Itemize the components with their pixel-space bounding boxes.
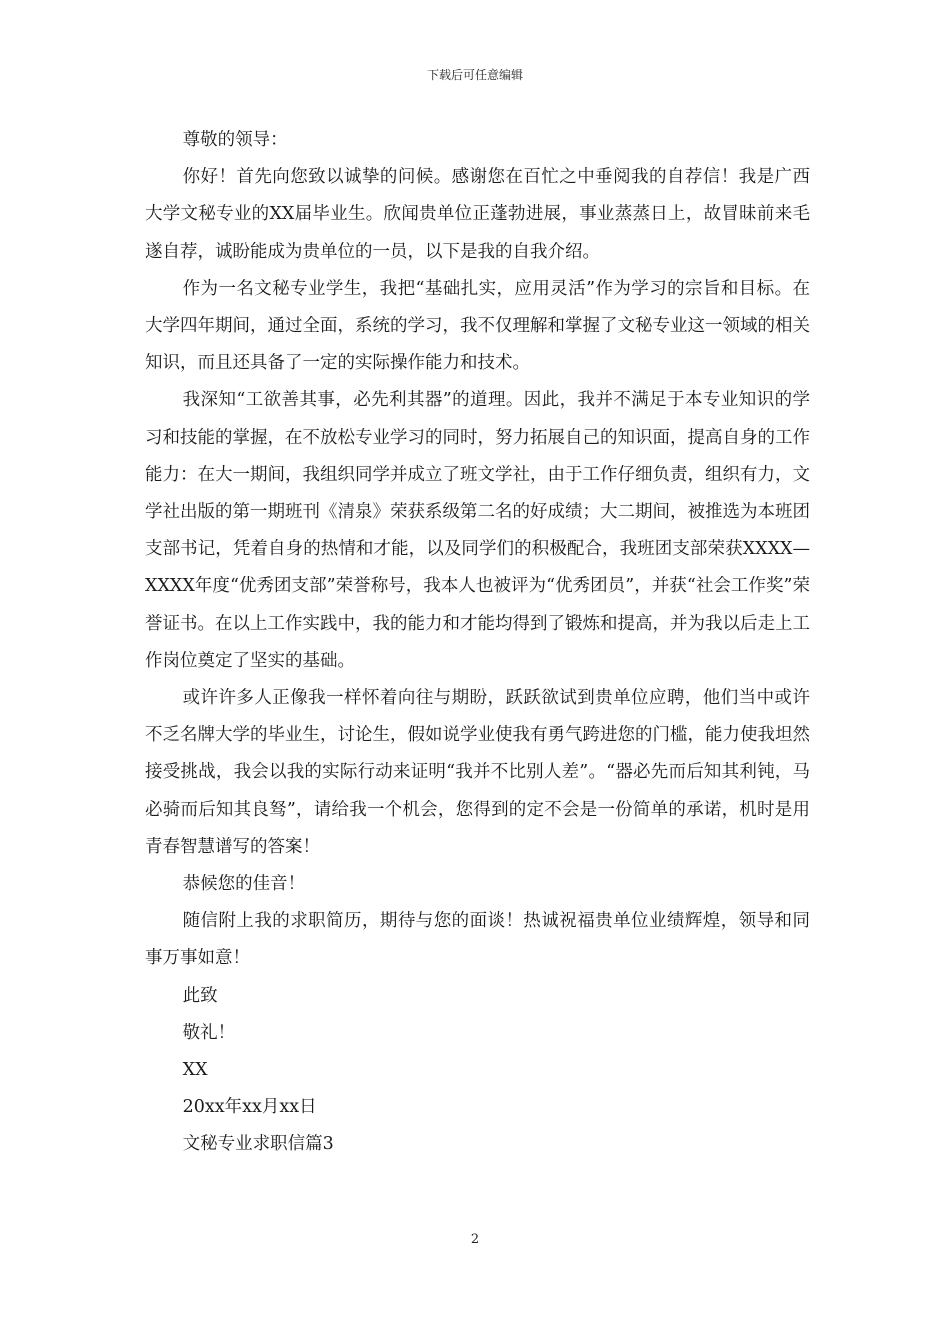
date: 20xx年xx月xx日 bbox=[182, 1097, 317, 1118]
paragraph-study: 作为一名文秘专业学生，我把“基础扎实，应用灵活”作为学习的宗旨和目标。在大学四年期间，通过全面，系统的学习，我不仅理解和掌握了文秘专业这一领域的相关知识，而且还具备了一定的实际操作能力和技术。 bbox=[145, 278, 810, 374]
paragraph-activities: 我深知“工欲善其事，必先利其器”的道理。因此，我并不满足于本专业知识的学习和技能的掌握，在不放松专业学习的同时，努力拓展自己的知识面，提高自身的工作能力：在大一期间，我组织同学并成立了班文学社，由于工作仔细负责，组织有力，文学社出版的第一期班刊《清泉》荣获系级第二名的好成绩；大二期间，被推选为本班团支部书记，凭着自身的热情和才能，以及同学们的积极配合，我班团支部荣获XXXX—XXXX年度“优秀团支部”荣誉称号，我本人也被评为“优秀团员”，并获“社会工作奖”荣誉证书。在以上工作实践中，我的能力和才能均得到了锻炼和提高，并为我以后走上工作岗位奠定了坚实的基础。 bbox=[145, 390, 810, 671]
closing-line-2: 敬礼！ bbox=[182, 1022, 236, 1043]
letter-body bbox=[145, 122, 810, 1164]
next-section-title: 文秘专业求职信篇3 bbox=[182, 1134, 334, 1155]
paragraph-request: 或许许多人正像我一样怀着向往与期盼，跃跃欲试到贵单位应聘，他们当中或许不乏名牌大学的毕业生，讨论生，假如说学业使我有勇气跨进您的门槛，能力使我坦然接受挑战，我会以我的实际行动来证明“我并不比别人差”。“器必先而后知其利钝，马必骑而后知其良驽”，请给我一个机会，您得到的定不会是一份简单的承诺，机时是用青春智慧谱写的答案！ bbox=[145, 688, 810, 857]
page-header: 下载后可任意编辑 bbox=[426, 68, 523, 82]
page-number: 2 bbox=[470, 1232, 480, 1247]
await-reply: 恭候您的佳音！ bbox=[182, 874, 306, 895]
attachment-note: 随信附上我的求职简历，期待与您的面谈！热诚祝福贵单位业绩辉煌，领导和同事万事如意！ bbox=[145, 911, 810, 969]
paragraph-greeting: 你好！首先向您致以诚挚的问候。感谢您在百忙之中垂阅我的自荐信！我是广西大学文秘专业的XX届毕业生。欣闻贵单位正蓬勃进展，事业蒸蒸日上，故冒昧前来毛遂自荐，诚盼能成为贵单位的一员，以下是我的自我介绍。 bbox=[145, 167, 810, 262]
closing-line-1: 此致 bbox=[182, 985, 218, 1006]
signature: XX bbox=[182, 1060, 208, 1081]
salutation: 尊敬的领导： bbox=[182, 130, 288, 150]
